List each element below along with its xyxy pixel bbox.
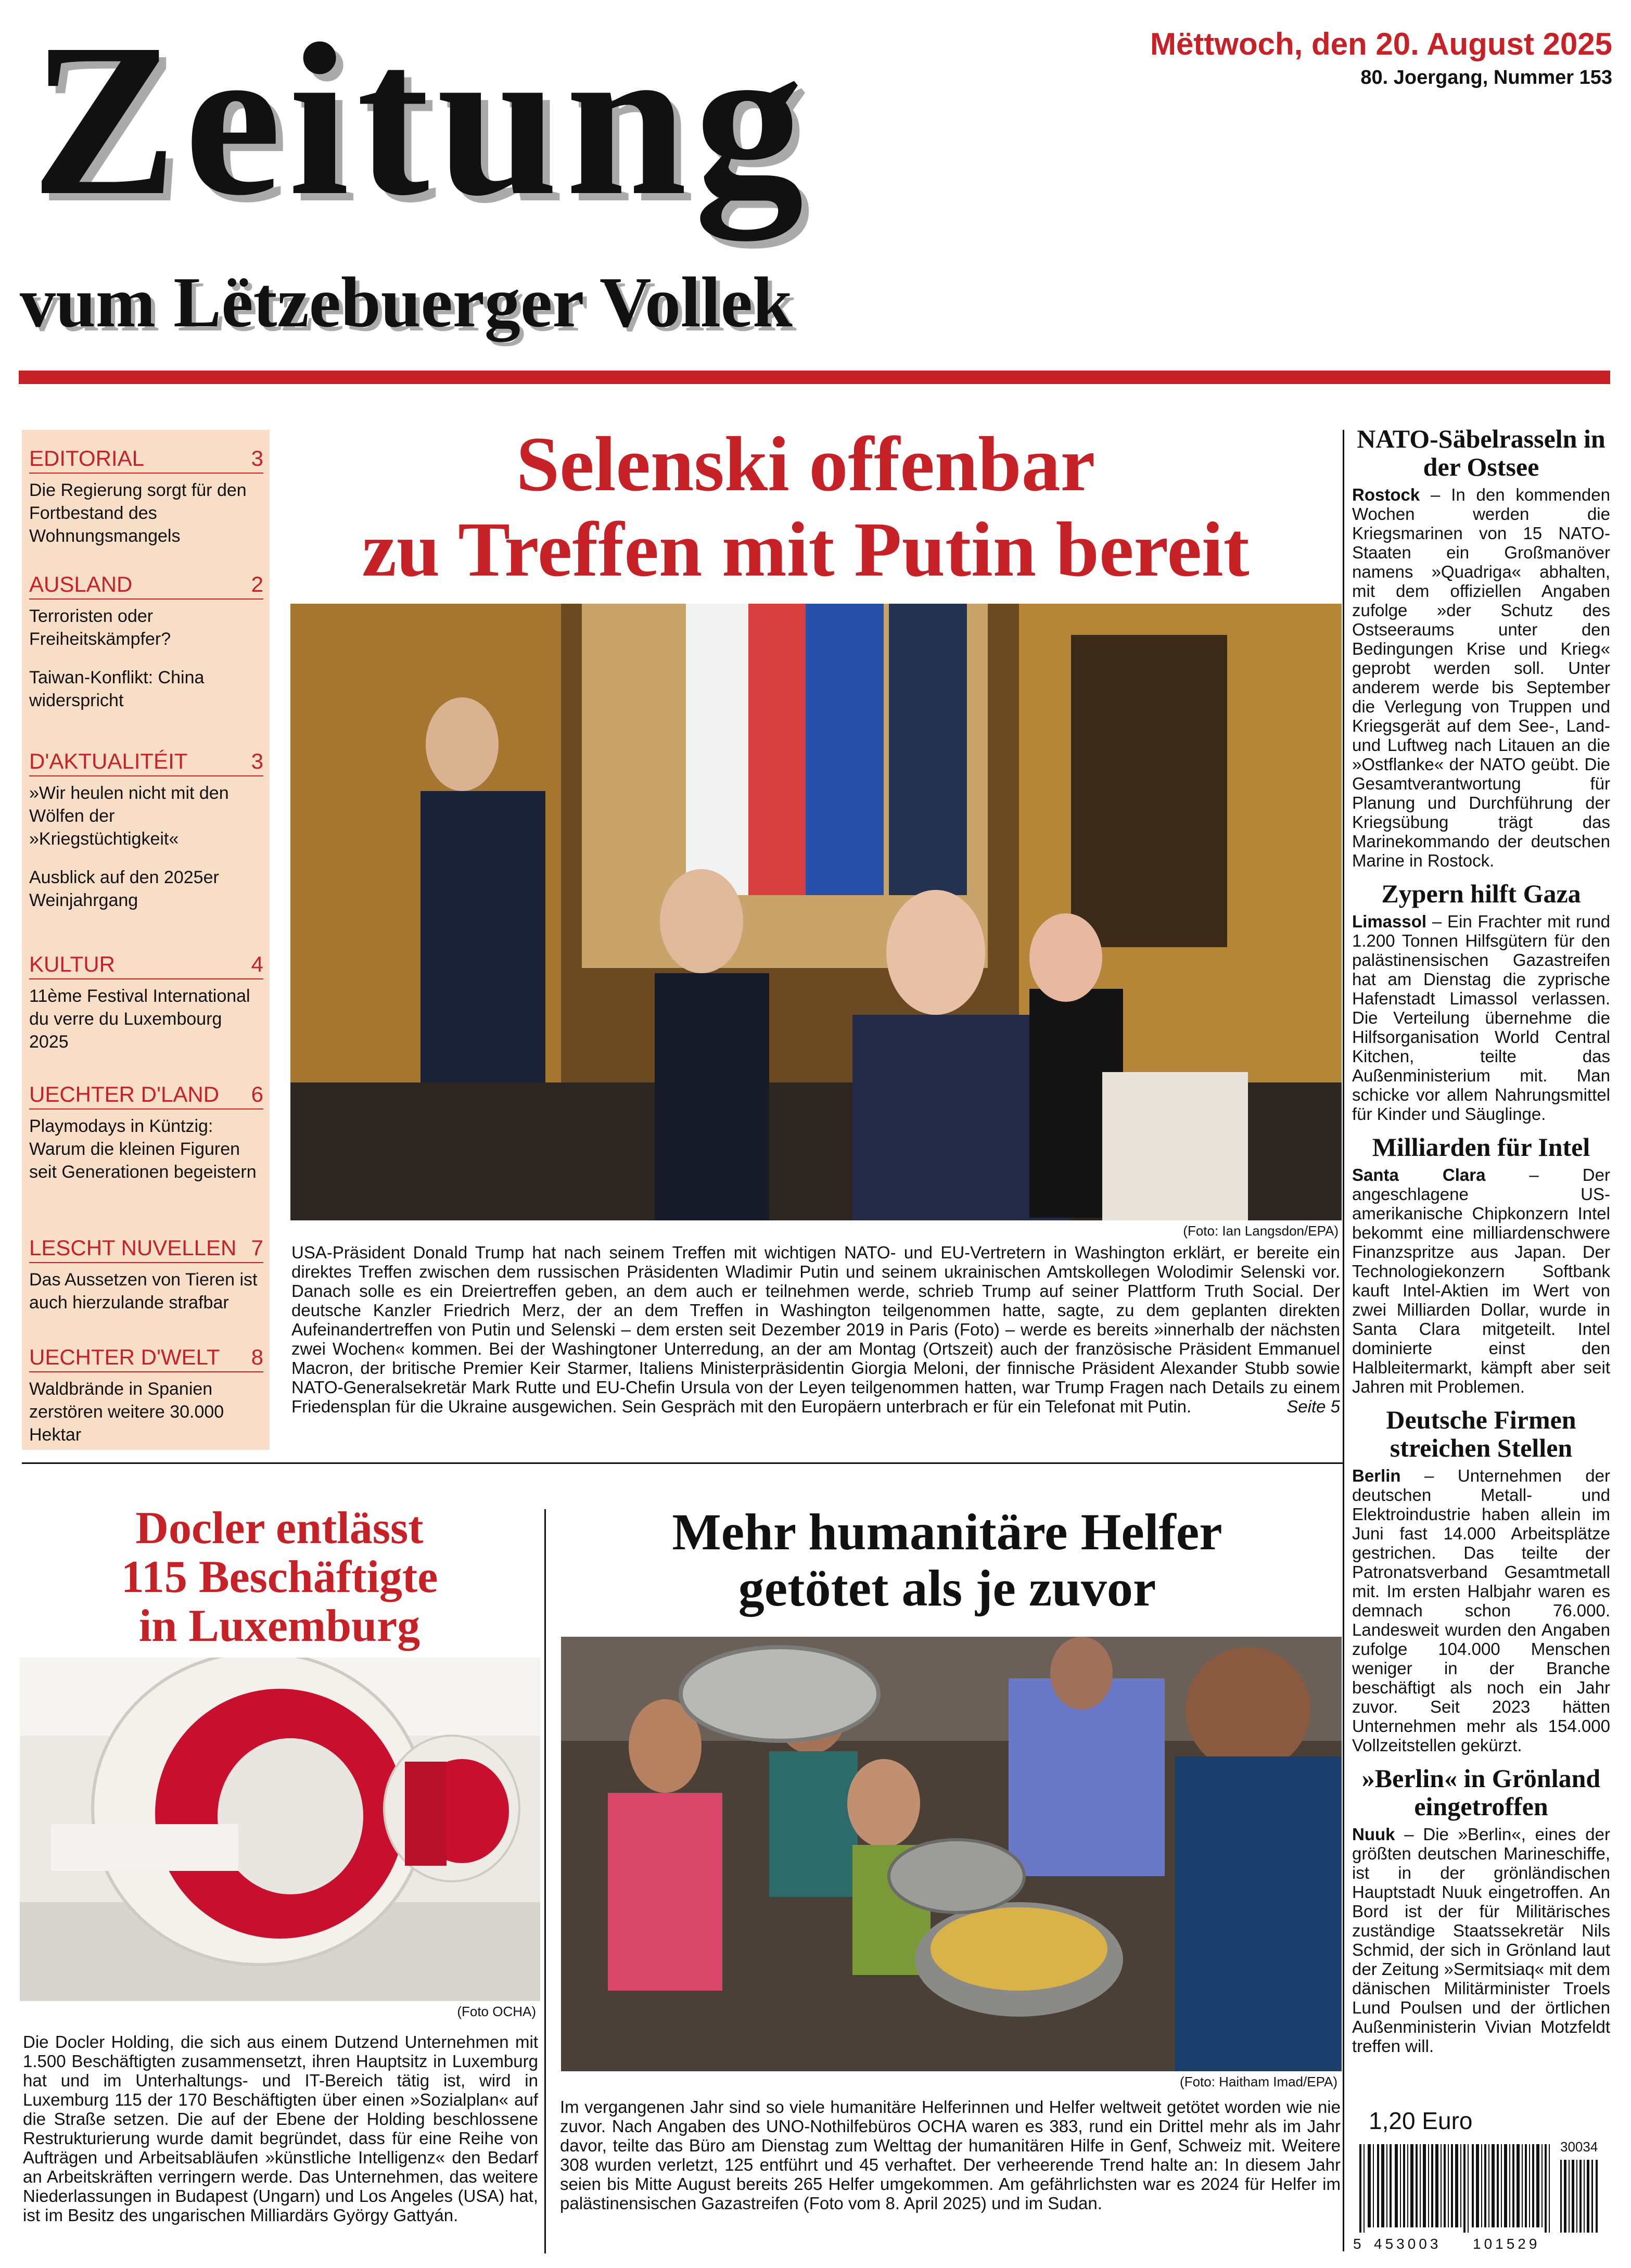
index-item: Taiwan-Konflikt: China widerspricht [29,668,205,710]
barcode-digit-left: 5 [1353,2236,1361,2252]
brief-body: Santa Clara – Der angeschlagene US-amerikanische Chipkonzern Intel bekommt eine milliardenschwere Finanzspritze aus Japan. Der Technologiekonzern Softbank kauft Intel-Aktien im Wert von zwei Milliarden Dollar, wurde in Santa Clara mitgeteilt. Intel dominierte einst den Halbleitermarkt, kämpft aber seit Jahren mit Problemen. [1352,1165,1610,1396]
brief-body: Nuuk – Die »Berlin«, eines der größten deutschen Marineschiffe, ist in der grönländischen Hauptstadt Nuuk eingetroffen. An Bord ist der für Militärisches zuständige Staatssekretär Nils Schmid, der sich in Grönland laut der Zeitung »Sermitsiaq« mit dem dänischen Militärminister Troels Lund Poulsen und der örtlichen Außenministerin Vivian Motzfeldt treffen will. [1352,1825,1610,2056]
brief-headline: NATO-Säbelrasseln in der Ostsee [1357,424,1605,481]
brief[interactable] [1352,1406,1610,1755]
lead-headline-line2: zu Treffen mit Putin bereit [362,506,1250,593]
separator-line [22,1462,1344,1464]
index-section[interactable] [29,1234,263,1314]
brief-body: Limassol – Ein Frachter mit rund 1.200 Tonnen Hilfsgütern für den palästinensischen Gazastreifen hat am Dienstag die zyprische Hafenstadt Limassol verlassen. Die Verteilung übernehme die Hilfsorganisation World Central Kitchen, teilte das Außenministerium mit. Man schicke vor allem Nahrungsmittel für Kinder und Säuglinge. [1352,912,1610,1124]
index-section[interactable] [29,570,263,712]
index-item: »Wir heulen nicht mit den Wölfen der »Kriegstüchtigkeit« [29,783,229,849]
index-section-title: D'AKTUALITÉIT [29,749,188,773]
lead-headline[interactable] [285,422,1326,592]
docler-headline[interactable] [22,1504,537,1651]
brief[interactable] [1352,425,1610,870]
index-section-title: EDITORIAL [29,446,144,470]
lead-photo-image [290,604,1342,1220]
index-item: 11ème Festival International du verre du Luxembourg 2025 [29,986,250,1052]
lead-headline-line1: Selenski offenbar [516,421,1095,507]
lead-photo-credit: (Foto: Ian Langsdon/EPA) [1183,1223,1339,1239]
helfer-headline-line2: getötet als je zuvor [738,1559,1156,1617]
index-item: Die Regierung sorgt für den Fortbestand des Wohnungsmangels [29,480,247,546]
index-page: 2 [251,572,263,596]
lead-body [291,1243,1340,1416]
masthead-subtitle: vum Lëtzebuerger Vollek [20,262,793,342]
brief-headline: Zypern hilft Gaza [1381,879,1581,908]
brief-column [1352,425,1610,2056]
barcode [1353,2139,1608,2259]
brief-location: Berlin [1352,1466,1401,1485]
page-reference[interactable]: Seite 5 [1286,1397,1340,1416]
brief-location: Rostock [1352,485,1420,504]
price: 1,20 Euro [1369,2107,1473,2134]
index-page: 3 [251,749,263,773]
index-section[interactable] [29,950,263,1053]
index-item: Das Aussetzen von Tieren ist auch hierzulande strafbar [29,1270,258,1313]
barcode-issue-code: 30034 [1560,2139,1598,2155]
brief[interactable] [1352,1133,1610,1396]
brief-text: Unternehmen der deutschen Metall- und Elektroindustrie haben allein im Juni fast 14.000 Arbeitsplätze gestrichen. Das teilte der Patronatsverband Gesamtmetall mit. Im ersten Halbjahr waren es demnach schon 76.000. Landesweit wurden den Angaben zufolge 104.000 Menschen weniger in der Branche beschäftigt als noch ein Jahr zuvor. Seit 2023 hätten Unternehmen mehr als 154.000 Vollzeitstellen gekürzt. [1352,1466,1610,1755]
docler-photo-credit: (Foto OCHA) [457,2004,536,2019]
brief[interactable] [1352,1764,1610,2056]
column-separator [544,1509,546,2253]
column-separator [1343,430,1344,2251]
index-section[interactable] [29,747,263,912]
docler-headline-line1: Docler entlässt [135,1503,424,1553]
masthead-rule [19,371,1610,384]
docler-photo-image [20,1658,540,2001]
index-page: 3 [251,446,263,470]
lead-photo[interactable] [290,604,1342,1220]
brief[interactable] [1352,880,1610,1124]
docler-headline-line3: in Luxemburg [138,1601,421,1651]
brief-body: Berlin – Unternehmen der deutschen Metall- und Elektroindustrie haben allein im Juni fast 14.000 Arbeitsplätze gestrichen. Das teilte der Patronatsverband Gesamtmetall mit. Im ersten Halbjahr waren es demnach schon 76.000. Landesweit wurden den Angaben zufolge 104.000 Menschen weniger in der Branche beschäftigt als noch ein Jahr zuvor. Seit 2023 hätten Unternehmen mehr als 154.000 Vollzeitstellen gekürzt. [1352,1466,1610,1755]
helfer-body: Im vergangenen Jahr sind so viele humanitäre Helferinnen und Helfer weltweit getötet worden wie nie zuvor. Nach Angaben des UNO-Nothilfebüros OCHA waren es 383, rund ein Drittel mehr als im Jahr davor, teilte das Büro am Dienstag zum Welttag der humanitären Hilfe in Genf, Schweiz mit. Weitere 308 wurden verletzt, 125 entführt und 45 verhaftet. Der verheerende Trend halte an: In diesem Jahr seien bis Mitte August bereits 265 Helfer umgekommen. Am gefährlichsten war es 2024 für Helfer im palästinensischen Gazastreifen (Foto vom 8. April 2025) und im Sudan. [560,2097,1341,2213]
index-page: 6 [251,1082,263,1106]
index-item: Terroristen oder Freiheitskämpfer? [29,606,171,649]
index-item: Waldbrände in Spanien zerstören weitere 30.000 Hektar [29,1379,224,1445]
index-sidebar [22,430,270,1450]
edition-number: 80. Joergang, Nummer 153 [1360,67,1612,88]
helfer-photo[interactable] [561,1637,1342,2071]
index-page: 8 [251,1345,263,1369]
barcode-digits-mid: 453003 [1374,2236,1442,2252]
index-section-title: AUSLAND [29,572,133,596]
brief-location: Santa Clara [1352,1165,1486,1184]
helfer-photo-credit: (Foto: Haitham Imad/EPA) [1180,2074,1337,2089]
helfer-headline[interactable] [557,1504,1337,1616]
index-section-title: UECHTER D'LAND [29,1082,220,1106]
index-section[interactable] [29,1343,263,1446]
brief-text: Der angeschlagene US-amerikanische Chipkonzern Intel bekommt eine milliardenschwere Finanzspritze aus Japan. Der Technologiekonzern Softbank kauft Intel-Aktien im Wert von zwei Milliarden Dollar, wurde in Santa Clara mitgeteilt. Intel dominierte einst den Halbleitermarkt, kämpft aber seit Jahren mit Problemen. [1352,1165,1610,1396]
brief-body: Rostock – In den kommenden Wochen werden die Kriegsmarinen von 15 NATO-Staaten ein Großmanöver namens »Quadriga« abhalten, mit dem offiziellen Angaben zufolge »der Schutz des Ostseeraums unter den Bedingungen Krise und Krieg« geprobt werden soll. Unter anderem werde bis September die Verlegung von Truppen und Kriegsgerät auf dem See-, Land- und Luftweg nach Litauen an die »Ostflanke« der NATO geübt. Die Gesamtverantwortung für Planung und Durchführung der Kriegsübung trägt das Marinekommando der deutschen Marine in Rostock. [1352,485,1610,870]
index-section[interactable] [29,444,263,547]
index-page: 4 [251,952,263,976]
lead-body-text: USA-Präsident Donald Trump hat nach seinem Treffen mit wichtigen NATO- und EU-Vertretern in Washington erklärt, er bereite ein direktes Treffen zwischen dem russischen Präsidenten Wladimir Putin und seinem ukrainischen Amtskollegen Wolodimir Selenski vor. Danach solle es ein Dreiertreffen geben, an dem auch er teilnehmen werde, schrieb Trump auf seiner Plattform Truth Social. Der deutsche Kanzler Friedrich Merz, der an dem Treffen in Washington teilgenommen hatte, sagte, zu dem geplanten direkten Aufeinandertreffen von Putin und Selenski – dem ersten seit Dezember 2019 in Paris (Foto) – werde es bereits »innerhalb der nächsten zwei Wochen« kommen. Bei der Washingtoner Unterredung, an der am Montag (Ortszeit) auch der französische Präsident Emmanuel Macron, der britische Premier Keir Starmer, Italiens Ministerpräsidentin Giorgia Meloni, der finnische Präsident Alexander Stubb sowie NATO-Generalsekretär Mark Rutte und EU-Chefin Ursula von der Leyen teilgenommen hatten, war Trump Fragen nach Details zu einem Friedensplan für die Ukraine ausgewichen. Sein Gespräch mit den Europäern unterbrach er für ein Telefonat mit Putin. [291,1243,1340,1416]
issue-date: Mëttwoch, den 20. August 2025 [1150,27,1612,61]
docler-headline-line2: 115 Beschäftigte [121,1552,438,1602]
brief-location: Limassol [1352,912,1427,931]
brief-headline: Deutsche Firmen streichen Stellen [1386,1405,1576,1462]
brief-text: In den kommenden Wochen werden die Kriegsmarinen von 15 NATO-Staaten ein Großmanöver namens »Quadriga« abhalten, mit dem offiziellen Angaben zufolge »der Schutz des Ostseeraums unter den Bedingungen Krise und Krieg« geprobt werden soll. Unter anderem werde bis September die Verlegung von Truppen und Kriegsgerät auf dem See-, Land- und Luftweg nach Litauen an die »Ostflanke« der NATO geübt. Die Gesamtverantwortung für Planung und Durchführung der Kriegsübung trägt das Marinekommando der deutschen Marine in Rostock. [1352,485,1610,870]
index-section[interactable] [29,1080,263,1183]
barcode-digits-right: 101529 [1473,2236,1540,2252]
index-section-title: LESCHT NUVELLEN [29,1235,237,1260]
brief-text: Die »Berlin«, eines der größten deutschen Marineschiffe, ist in der grönländischen Hauptstadt Nuuk eingetroffen. An Bord ist der für Militärisches zuständige Staatssekretär Nils Schmid, der sich in Grönland laut der Zeitung »Sermitsiaq« mit dem dänischen Militärminister Troels Lund Poulsen und der örtlichen Außenministerin Vivian Motzfeldt treffen will. [1352,1825,1610,2056]
masthead-title: Zeitung [31,0,811,240]
helfer-headline-line1: Mehr humanitäre Helfer [672,1503,1222,1561]
index-page: 7 [251,1235,263,1260]
brief-location: Nuuk [1352,1825,1395,1844]
helfer-photo-image [561,1637,1342,2071]
index-item: Playmodays in Küntzig: Warum die kleinen Figuren seit Generationen begeistern [29,1116,257,1182]
index-section-title: UECHTER D'WELT [29,1345,220,1369]
index-item: Ausblick auf den 2025er Weinjahrgang [29,868,219,910]
docler-photo[interactable] [20,1658,540,2001]
brief-headline: Milliarden für Intel [1372,1132,1590,1162]
index-section-title: KULTUR [29,952,115,976]
docler-body: Die Docler Holding, die sich aus einem Dutzend Unternehmen mit 1.500 Beschäftigten zusammensetzt, ihren Hauptsitz in Luxemburg hat und im Unterhaltungs- und IT-Bereich tätig ist, wird in Luxemburg 115 der 170 Beschäftigten über einen »Sozialplan« auf die Straße setzen. Die auf der Ebene der Holding beschlossene Restrukturierung wurde damit begründet, dass für eine Reihe von Aufträgen und Arbeitsabläufen »künstliche Intelligenz« den Bedarf an Arbeitskräften verringern werde. Das Unternehmen, das weitere Niederlassungen in Budapest (Ungarn) und Los Angeles (USA) hat, ist im Besitz des ungarischen Milliardärs György Gattyán. [23,2032,538,2225]
brief-headline: »Berlin« in Grönland eingetroffen [1361,1764,1601,1821]
brief-text: Ein Frachter mit rund 1.200 Tonnen Hilfsgütern für den palästinensischen Gazastreifen hat am Dienstag die zyprische Hafenstadt Limassol verlassen. Die Verteilung übernehme die Hilfsorganisation World Central Kitchen, teilte das Außenministerium mit. Man schicke vor allem Nahrungsmittel für Kinder und Säuglinge. [1352,912,1610,1124]
